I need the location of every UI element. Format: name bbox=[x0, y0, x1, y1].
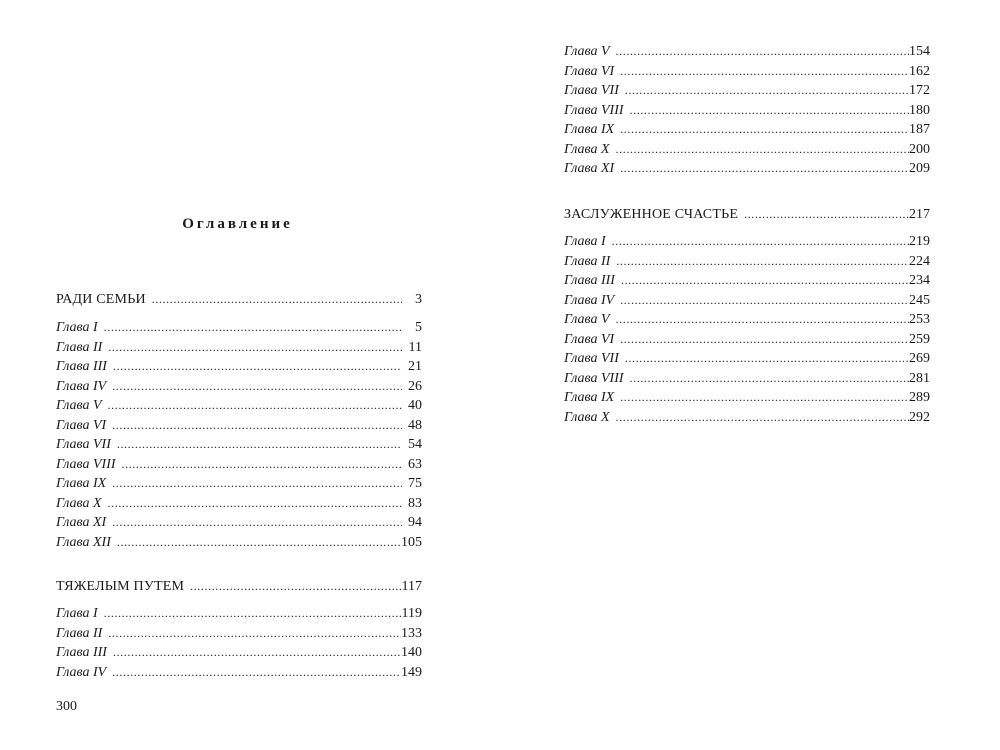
toc-section-row[interactable] bbox=[56, 290, 422, 310]
dot-leader bbox=[610, 42, 909, 62]
page-ref: 48 bbox=[408, 417, 422, 433]
dot-leader bbox=[106, 474, 402, 494]
dot-leader bbox=[614, 330, 909, 350]
chapter-label: Глава II bbox=[564, 253, 611, 269]
chapter-label: Глава V bbox=[56, 398, 102, 413]
page-ref: 253 bbox=[909, 312, 930, 327]
chapter-label: Глава XII bbox=[56, 534, 111, 550]
page-ref: 119 bbox=[401, 606, 422, 621]
chapter-label: Глава XI bbox=[56, 515, 107, 530]
page-ref: 200 bbox=[909, 141, 930, 157]
chapter-label: Глава X bbox=[564, 409, 610, 425]
dot-leader bbox=[106, 416, 402, 436]
page-ref: 209 bbox=[909, 161, 930, 176]
chapter-label: Глава VII bbox=[564, 351, 619, 366]
page-number: 300 bbox=[56, 699, 77, 714]
page-ref: 154 bbox=[909, 44, 930, 59]
chapter-label: Глава X bbox=[564, 141, 610, 157]
dot-leader bbox=[610, 310, 909, 330]
toc-chapter-row[interactable] bbox=[56, 338, 422, 358]
chapter-label: Глава I bbox=[56, 606, 98, 621]
toc-chapter-row[interactable] bbox=[564, 252, 930, 272]
toc-chapter-row[interactable] bbox=[56, 533, 422, 553]
toc-section-row[interactable] bbox=[56, 577, 422, 597]
toc-section-header bbox=[56, 290, 422, 310]
dot-leader bbox=[619, 81, 909, 101]
toc-chapter-row[interactable] bbox=[564, 369, 930, 389]
page-ref: 54 bbox=[408, 437, 422, 452]
chapter-label: Глава XI bbox=[564, 161, 615, 176]
toc-chapter-row[interactable] bbox=[564, 330, 930, 350]
chapter-label: Глава VI bbox=[564, 63, 615, 79]
dot-leader bbox=[610, 252, 909, 272]
toc-section-row[interactable] bbox=[564, 205, 930, 225]
chapter-label: Глава III bbox=[56, 645, 107, 660]
dot-leader bbox=[111, 533, 401, 553]
toc-chapter-row[interactable] bbox=[56, 643, 422, 663]
toc-chapter-row[interactable] bbox=[564, 408, 930, 428]
chapter-list bbox=[56, 604, 422, 682]
dot-leader bbox=[102, 396, 402, 416]
toc-chapter-row[interactable] bbox=[56, 396, 422, 416]
toc-chapter-row[interactable] bbox=[56, 435, 422, 455]
toc-chapter-row[interactable] bbox=[564, 232, 930, 252]
dot-leader bbox=[624, 101, 909, 121]
page-ref: 281 bbox=[909, 370, 930, 386]
page-ref: 83 bbox=[408, 495, 422, 511]
chapter-label: Глава VI bbox=[56, 417, 107, 433]
page-ref: 117 bbox=[401, 579, 422, 594]
toc-chapter-row[interactable] bbox=[564, 42, 930, 62]
page-ref: 245 bbox=[909, 292, 930, 308]
page-ref: 187 bbox=[909, 122, 930, 137]
toc-chapter-row[interactable] bbox=[564, 388, 930, 408]
chapter-label: Глава VIII bbox=[564, 370, 624, 386]
chapter-list bbox=[56, 318, 422, 552]
page-ref: 292 bbox=[909, 409, 930, 425]
toc-chapter-row[interactable] bbox=[564, 62, 930, 82]
chapter-label: Глава I bbox=[56, 320, 98, 335]
dot-leader bbox=[624, 369, 909, 389]
section-title: ЗАСЛУЖЕННОЕ СЧАСТЬЕ bbox=[564, 207, 739, 222]
dot-leader bbox=[615, 271, 909, 291]
dot-leader bbox=[614, 388, 909, 408]
chapter-label: Глава IX bbox=[564, 122, 615, 137]
chapter-label: Глава IV bbox=[56, 664, 107, 680]
page-ref: 63 bbox=[408, 456, 422, 472]
chapter-label: Глава IV bbox=[56, 378, 107, 394]
dot-leader bbox=[614, 120, 909, 140]
toc-chapter-row[interactable] bbox=[564, 310, 930, 330]
chapter-label: Глава VIII bbox=[564, 102, 624, 118]
page-ref: 105 bbox=[401, 534, 422, 550]
dot-leader bbox=[107, 357, 402, 377]
chapter-list bbox=[564, 42, 930, 179]
dot-leader bbox=[614, 159, 909, 179]
toc-chapter-row[interactable] bbox=[56, 604, 422, 624]
toc-chapter-row[interactable] bbox=[564, 291, 930, 311]
chapter-label: Глава IV bbox=[564, 292, 615, 308]
chapter-label: Глава II bbox=[56, 625, 103, 641]
dot-leader bbox=[98, 604, 402, 624]
page-ref: 224 bbox=[909, 253, 930, 269]
chapter-label: Глава IX bbox=[56, 476, 107, 491]
dot-leader bbox=[107, 643, 401, 663]
dot-leader bbox=[116, 455, 402, 475]
section-title: ТЯЖЕЛЫМ ПУТЕМ bbox=[56, 579, 185, 594]
toc-chapter-row[interactable] bbox=[564, 140, 930, 160]
dot-leader bbox=[619, 349, 909, 369]
toc-chapter-row[interactable] bbox=[564, 349, 930, 369]
section-title: РАДИ СЕМЬИ bbox=[56, 292, 146, 307]
chapter-label: Глава III bbox=[564, 273, 615, 288]
chapter-list bbox=[564, 232, 930, 427]
toc-section-header bbox=[56, 577, 422, 597]
toc-chapter-row[interactable] bbox=[56, 663, 422, 683]
page-ref: 11 bbox=[408, 339, 422, 355]
page-ref: 219 bbox=[909, 234, 930, 249]
toc-chapter-row[interactable] bbox=[56, 357, 422, 377]
toc-section-header bbox=[564, 205, 930, 225]
toc-chapter-row[interactable] bbox=[564, 271, 930, 291]
page-ref: 26 bbox=[408, 378, 422, 394]
chapter-label: Глава IX bbox=[564, 390, 615, 405]
chapter-label: Глава VII bbox=[56, 437, 111, 452]
page-ref: 172 bbox=[909, 83, 930, 98]
chapter-label: Глава III bbox=[56, 359, 107, 374]
dot-leader bbox=[102, 624, 401, 644]
dot-leader bbox=[102, 338, 402, 358]
page-ref: 259 bbox=[909, 331, 930, 347]
chapter-label: Глава I bbox=[564, 234, 606, 249]
toc-chapter-row[interactable] bbox=[56, 416, 422, 436]
dot-leader bbox=[106, 377, 402, 397]
page-ref: 133 bbox=[401, 625, 422, 641]
page-ref: 180 bbox=[909, 102, 930, 118]
page-ref: 21 bbox=[408, 359, 422, 374]
toc-chapter-row[interactable] bbox=[56, 474, 422, 494]
dot-leader bbox=[98, 318, 402, 338]
right-page bbox=[500, 0, 1000, 750]
toc-chapter-row[interactable] bbox=[56, 318, 422, 338]
chapter-label: Глава VIII bbox=[56, 456, 116, 472]
dot-leader bbox=[102, 494, 402, 514]
page-ref: 162 bbox=[909, 63, 930, 79]
dot-leader bbox=[610, 408, 909, 428]
page-ref: 40 bbox=[408, 398, 422, 413]
page-ref: 289 bbox=[909, 390, 930, 405]
toc-chapter-row[interactable] bbox=[56, 494, 422, 514]
dot-leader bbox=[184, 577, 401, 597]
dot-leader bbox=[111, 435, 402, 455]
toc-chapter-row[interactable] bbox=[56, 455, 422, 475]
dot-leader bbox=[106, 663, 401, 683]
toc-chapter-row[interactable] bbox=[56, 624, 422, 644]
dot-leader bbox=[614, 291, 909, 311]
page-ref: 234 bbox=[909, 273, 930, 288]
chapter-label: Глава II bbox=[56, 339, 103, 355]
chapter-label: Глава VI bbox=[564, 331, 615, 347]
page-ref: 149 bbox=[401, 664, 422, 680]
toc-chapter-row[interactable] bbox=[564, 159, 930, 179]
dot-leader bbox=[738, 205, 909, 225]
page-ref: 217 bbox=[909, 207, 930, 222]
page-ref: 140 bbox=[401, 645, 422, 660]
toc-chapter-row[interactable] bbox=[564, 101, 930, 121]
page-ref: 3 bbox=[415, 292, 422, 307]
chapter-label: Глава V bbox=[564, 312, 610, 327]
page-ref: 94 bbox=[408, 515, 422, 530]
dot-leader bbox=[146, 290, 402, 310]
toc-chapter-row[interactable] bbox=[56, 513, 422, 533]
toc-chapter-row[interactable] bbox=[564, 120, 930, 140]
page-ref: 5 bbox=[415, 320, 422, 335]
chapter-label: Глава V bbox=[564, 44, 610, 59]
dot-leader bbox=[614, 62, 909, 82]
dot-leader bbox=[610, 140, 909, 160]
page-ref: 75 bbox=[408, 476, 422, 491]
toc-chapter-row[interactable] bbox=[56, 377, 422, 397]
dot-leader bbox=[106, 513, 402, 533]
page-ref: 269 bbox=[909, 351, 930, 366]
toc-title: Оглавление bbox=[182, 216, 293, 232]
chapter-label: Глава VII bbox=[564, 83, 619, 98]
dot-leader bbox=[606, 232, 909, 252]
chapter-label: Глава X bbox=[56, 495, 102, 511]
toc-chapter-row[interactable] bbox=[564, 81, 930, 101]
